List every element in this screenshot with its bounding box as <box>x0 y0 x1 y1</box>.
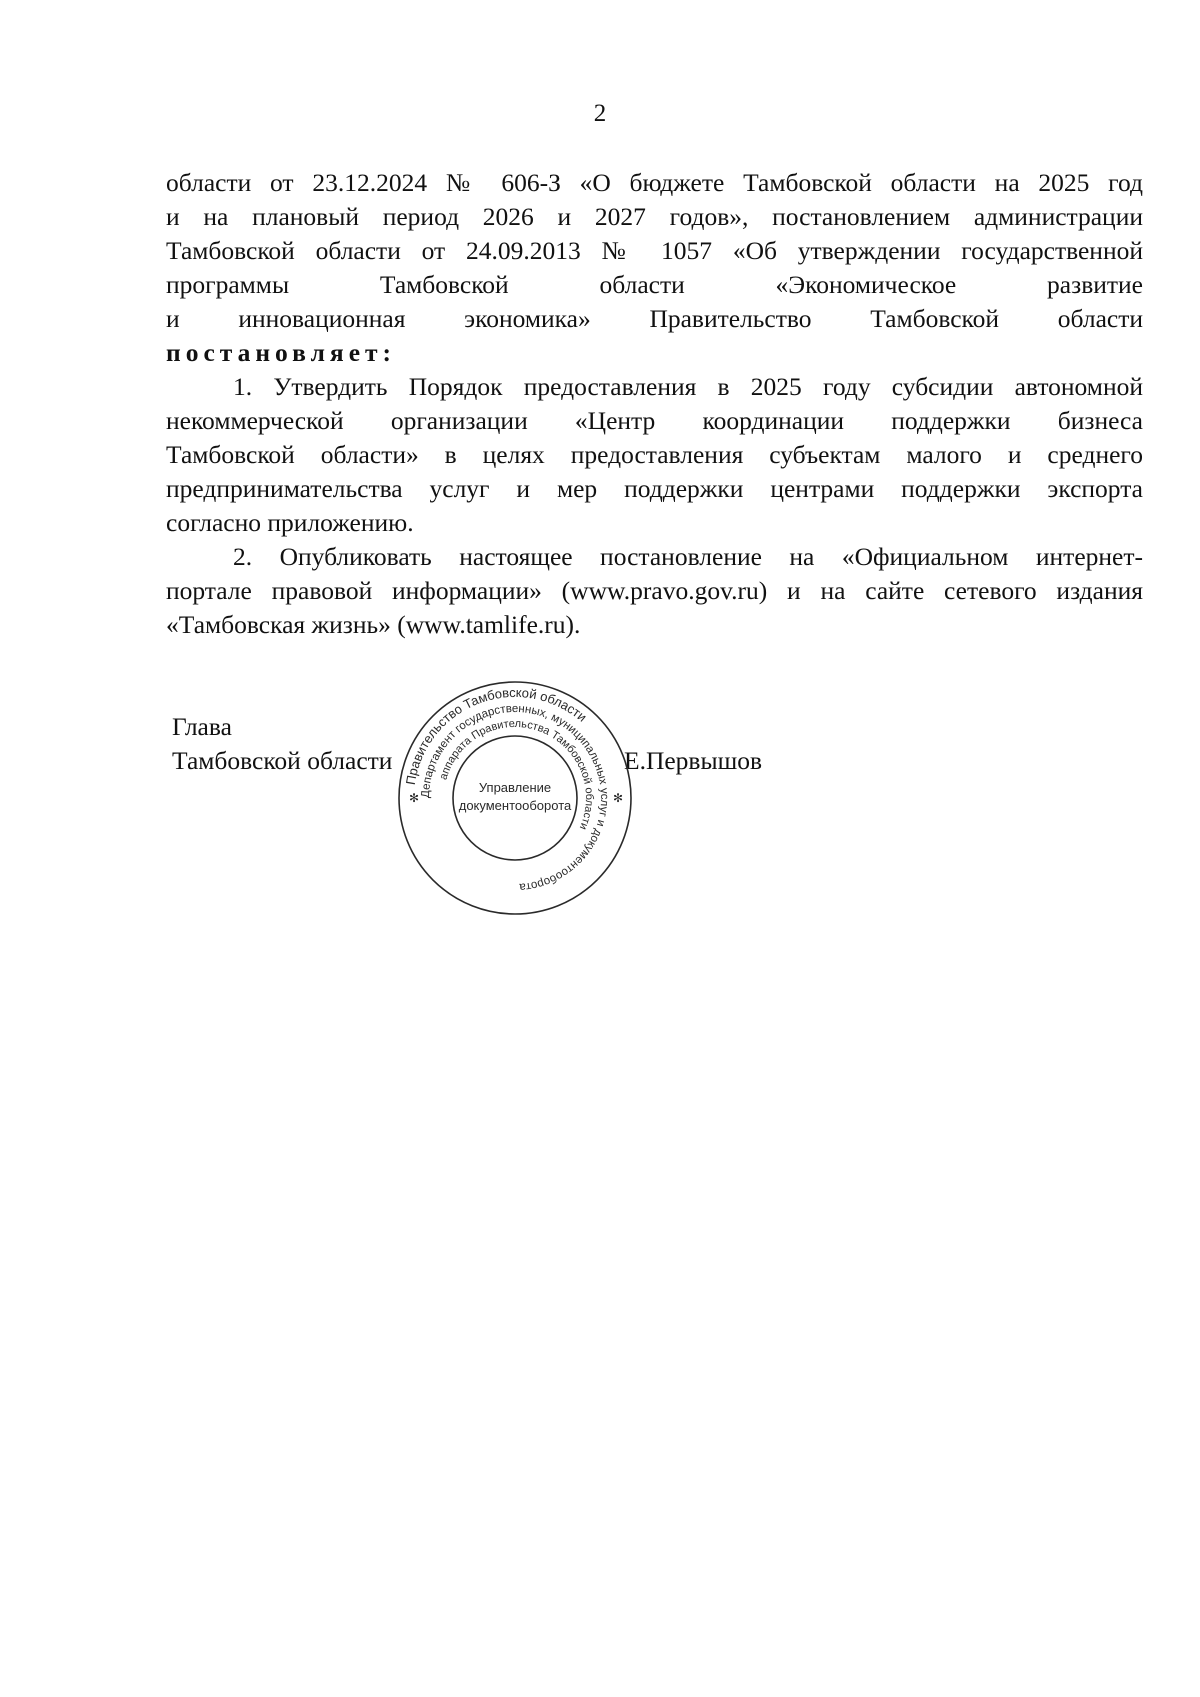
text-line: Тамбовской области» в целях предоставления субъектам малого и среднего <box>166 440 1143 469</box>
text-line: 1. Утвердить Порядок предоставления в 2025 году субсидии автономной <box>233 372 1143 401</box>
text-line: 2. Опубликовать настоящее постановление на «Официальном интернет- <box>233 542 1143 571</box>
text-line: согласно приложению. <box>166 508 414 537</box>
text-line: программы Тамбовской области «Экономическое развитие <box>166 270 1143 299</box>
seal-graphic <box>395 678 635 918</box>
text-line: Тамбовской области от 24.09.2013 № 1057 «Об утверждении государственной <box>166 236 1143 265</box>
signatory-title-line: Тамбовской области <box>172 746 393 775</box>
text-line: некоммерческой организации «Центр координации поддержки бизнеса <box>166 406 1143 435</box>
decree-word: постановляет: <box>166 338 397 367</box>
signatory-title-line: Глава <box>172 712 232 741</box>
text-line: «Тамбовская жизнь» (www.tamlife.ru). <box>166 610 581 639</box>
signatory-title <box>172 710 392 778</box>
seal-star-icon: ✻ <box>613 791 624 805</box>
document-body <box>166 166 1143 642</box>
seal-outer-text: Правительство Тамбовской области <box>402 684 590 786</box>
text-line: и на плановый период 2026 и 2027 годов», постановлением администрации <box>166 202 1143 231</box>
page-number: 2 <box>593 100 607 127</box>
item-1-paragraph <box>166 370 1143 540</box>
seal-star-icon: ✻ <box>409 791 420 805</box>
text-line: области от 23.12.2024 № 606-З «О бюджете Тамбовской области на 2025 год <box>166 168 1143 197</box>
text-line: предпринимательства услуг и мер поддержки центрами поддержки экспорта <box>166 474 1143 503</box>
seal-center-line: Управление <box>478 780 552 795</box>
intro-paragraph <box>166 166 1143 370</box>
item-2-paragraph <box>166 540 1143 642</box>
text-line: и инновационная экономика» Правительство Тамбовской области <box>166 304 1143 333</box>
official-seal <box>395 678 635 918</box>
signatory-name: Е.Первышов <box>624 746 763 775</box>
seal-center-line: документооборота <box>458 798 572 813</box>
seal-middle-text: Департамент государственных, муниципальных услуг и документооборота <box>419 702 611 893</box>
seal-inner-text: аппарата Правительства Тамбовской области <box>437 717 596 832</box>
text-line: портале правовой информации» (www.pravo.gov.ru) и на сайте сетевого издания <box>166 576 1143 605</box>
